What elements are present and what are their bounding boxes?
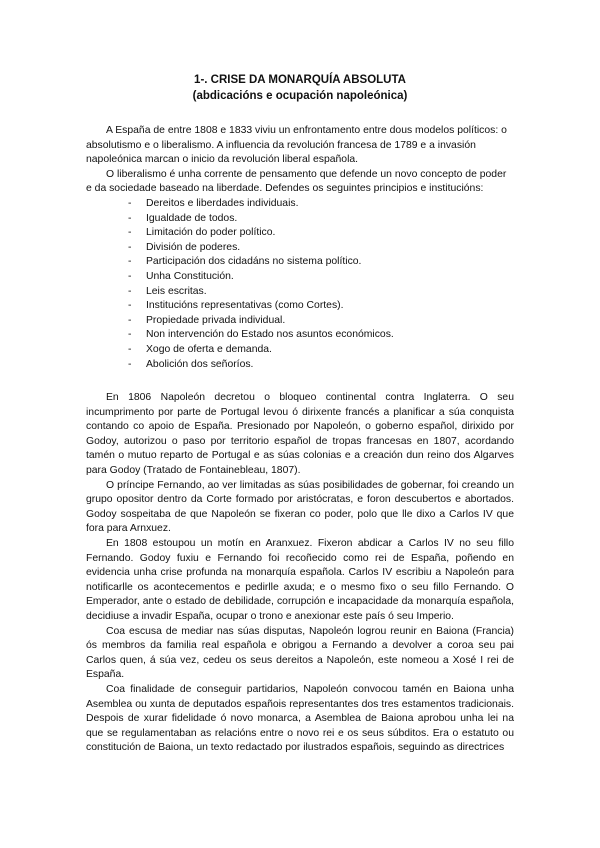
page-title bbox=[86, 72, 514, 104]
list-item bbox=[128, 226, 514, 241]
list-item-text: Limitación do poder político. bbox=[146, 227, 276, 239]
title-line-1: 1-. CRISE DA MONARQUÍA ABSOLUTA bbox=[194, 74, 406, 86]
list-item bbox=[128, 343, 514, 358]
list-item-text: Abolición dos señoríos. bbox=[146, 358, 254, 370]
list-item-text: Leis escritas. bbox=[146, 285, 207, 297]
list-marker: - bbox=[128, 329, 132, 341]
principles-list bbox=[86, 197, 514, 372]
list-item-text: Propiedade privada individual. bbox=[146, 314, 286, 326]
list-item bbox=[128, 212, 514, 227]
list-marker: - bbox=[128, 270, 132, 282]
list-item-text: Unha Constitución. bbox=[146, 270, 234, 282]
list-marker: - bbox=[128, 212, 132, 224]
intro-paragraph: A España de entre 1808 e 1833 viviu un enfrontamento entre dous modelos políticos: o absolutismo e o liberalismo. A influencia da revolución francesa de 1789 e a invasión napoleónica marcan o inicio da revolución liberal española. bbox=[86, 125, 507, 166]
list-marker: - bbox=[128, 241, 132, 253]
list-item bbox=[128, 255, 514, 270]
list-marker: - bbox=[128, 227, 132, 239]
body-paragraph: Coa finalidade de conseguir partidarios, Napoleón convocou tamén en Baiona unha Asemblea ou xunta de deputados españois representantes dos tres estamentos tradicionais. Despois de xurar fidelidade ó novo monarca, a Asemblea de Baiona aprobou unha lei na que se regulamentaban as relacións entre o novo rei e os seus súbditos. Era o estatuto ou constitución de Baiona, un texto redactado por ilustrados españois, seguindo as directrices bbox=[86, 683, 514, 754]
list-marker: - bbox=[128, 343, 132, 355]
list-item-text: Participación dos cidadáns no sistema político. bbox=[146, 256, 362, 268]
list-item bbox=[128, 358, 514, 373]
list-item-text: Dereitos e liberdades individuais. bbox=[146, 197, 299, 209]
list-item bbox=[128, 328, 514, 343]
list-item bbox=[128, 314, 514, 329]
list-marker: - bbox=[128, 285, 132, 297]
list-item-text: Institucións representativas (como Cortes). bbox=[146, 300, 344, 312]
body-paragraph: En 1806 Napoleón decretou o bloqueo continental contra Inglaterra. O seu incumprimento por parte de Portugal levou ó dirixente francés a planificar a súa conquista contando co apoio de España. Presionado por Napoleón, o goberno español, dirixido por Godoy, autorizou o paso por territorio español de tropas francesas en 1807, acordando tamén o mutuo reparto de Portugal e as súas colonias e a creación dun reino dos Algarves para Godoy (Tratado de Fontainebleau, 1807). bbox=[86, 392, 514, 477]
list-item bbox=[128, 197, 514, 212]
list-marker: - bbox=[128, 300, 132, 312]
list-item-text: Xogo de oferta e demanda. bbox=[146, 343, 272, 355]
title-line-2: (abdicacións e ocupación napoleónica) bbox=[192, 90, 408, 102]
body-paragraph: O príncipe Fernando, ao ver limitadas as súas posibilidades de gobernar, foi creando un grupo opositor dentro da Corte formado por aristócratas, e foron descubertos e abortados. Godoy sospeitaba de que Napoleón se fixeran co poder, polo que lle dixo a Carlos IV que fora para Arnxuez. bbox=[86, 479, 514, 535]
body-paragraph: Coa escusa de mediar nas súas disputas, Napoleón logrou reunir en Baiona (Francia) ós membros da familia real española e obrigou a Fernando a devolver a coroa seu pai Carlos quen, á súa vez, cedeu os seus dereitos a Napoleón, este nomeou a Xosé I rei de España. bbox=[86, 625, 514, 681]
list-item bbox=[128, 270, 514, 285]
list-item bbox=[128, 241, 514, 256]
body-paragraph: En 1808 estoupou un motín en Aranxuez. Fixeron abdicar a Carlos IV no seu fillo Fernando. Godoy fuxiu e Fernando foi recoñecido como rei de España, poñendo en evidencia unha crise profunda na monarquía española. Carlos IV escribiu a Napoleón para notificarlle os acontecementos e pedirlle axuda; e o mesmo fixo o seu fillo Fernando. O Emperador, ante o estado de debilidade, corrupción e incapacidade da monarquía española, decidiuse a invadir España, ocupar o trono e anexionar este país ó seu Imperio. bbox=[86, 538, 514, 622]
list-item bbox=[128, 299, 514, 314]
list-marker: - bbox=[128, 358, 132, 370]
intro-section bbox=[86, 124, 514, 197]
body-section bbox=[86, 391, 514, 756]
list-item-text: Igualdade de todos. bbox=[146, 212, 238, 224]
list-item-text: Non intervención do Estado nos asuntos económicos. bbox=[146, 329, 394, 341]
list-marker: - bbox=[128, 314, 132, 326]
list-marker: - bbox=[128, 256, 132, 268]
list-item-text: División de poderes. bbox=[146, 241, 241, 253]
list-item bbox=[128, 285, 514, 300]
list-marker: - bbox=[128, 197, 132, 209]
intro-paragraph: O liberalismo é unha corrente de pensamento que defende un novo concepto de poder e da sociedade baseado na liberdade. Defendes os seguintes principios e institucións: bbox=[86, 168, 507, 195]
